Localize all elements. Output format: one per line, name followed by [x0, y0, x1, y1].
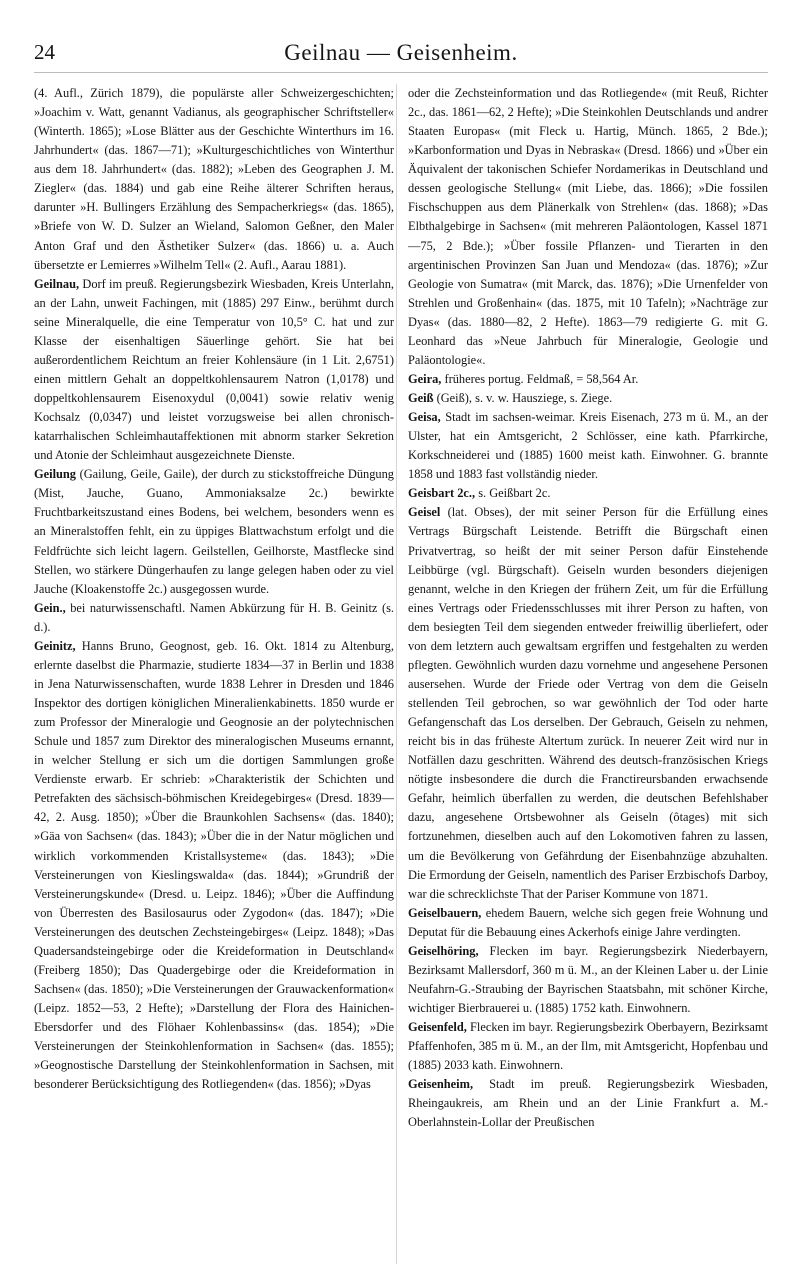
entry-headword: Geisenfeld,: [408, 1020, 467, 1035]
entry-headword: Geisbart 2c.,: [408, 486, 476, 501]
entry-text: Stadt im sachsen-weimar. Kreis Eisenach, 273 m ü. M., an der Ulster, hat ein Amtsgericht, 2 Schlösser, eine kath. Pfarrkirche, Korkschneiderei und (1885) 1600 meist kath. Einwohner. G. brannte 1858 und 1883 fast vollständig nieder.: [408, 410, 768, 482]
entry-headword: Geilnau,: [34, 276, 80, 291]
page-header: [34, 40, 768, 70]
entry-headword: Geinitz,: [34, 638, 76, 653]
entry-headword: Geilung: [34, 467, 76, 482]
entry-geisel: [408, 503, 768, 903]
entry-geisbart: [408, 484, 768, 503]
entry-headword: Gein.,: [34, 600, 66, 615]
entry-headword: Geisel: [408, 505, 441, 520]
entry-text: (Geiß), s. v. w. Hausziege, s. Ziege.: [436, 391, 613, 405]
entry-text: (lat. Obses), der mit seiner Person für die Erfüllung eines Vertrags Bürgschaft Leistende. Betrifft die Bürgschaft einen Privatvertrag, so heißt der mit seiner Person dafür Einstehende Leibbürge (vgl. Bürgschaft). Geiseln wurden besonders diejenigen genannt, welche in den Kriegen der frühern Zeit, um für die Erfüllung eines Vertrags oder Friedensschlusses mit ihrer Person zu haften, von dem besiegten Teil dem siegenden entweder freiwillig überliefert, oder von dem letztern auch gewaltsam ergriffen und festgehalten zu werden pflegten. Gewöhnlich wurden dazu vornehme und angesehene Personen ausersehen. Wurde der Friede oder Vertrag von dem die Geiseln stellenden Teil gebrochen, so war gewöhnlich der Tod oder harte Gefangenschaft das Los derselben. Der Gebrauch, Geiseln zu nehmen, reicht bis in das früheste Altertum zurück. In neuerer Zeit wird nur in Notfällen dazu geschritten. Während des deutsch-französischen Kriegs nötigte insbesondere die durch die Franctireursbanden erwachsende Gefahr, heimlich überfallen zu werden, die deutschen Befehlshaber dazu, angesehene Ortsbewohner als Geiseln (ôtages) mit sich fortzunehmen, dieselben auch auf den Lokomotiven fahren zu lassen, um die Bevölkerung von Gefährdung der Eisenbahnzüge abzuhalten. Die Ermordung der Geiseln, namentlich des Pariser Erzbischofs Darboy, war die schrecklichste That der Pariser Kommune von 1871.: [408, 505, 768, 901]
entry-geiselbauern: [408, 904, 768, 942]
entry-text: Flecken im bayr. Regierungsbezirk Niederbayern, Bezirksamt Mallersdorf, 360 m ü. M., an der Kleinen Laber u. der Linie Neufahrn-G.-Straubing der Bayrischen Staatsbahn, mit schöner Kirche, wichtiger Bierbrauerei u. (1885) 1752 kath. Einwohnern.: [408, 943, 768, 1015]
entry-geinitz: [34, 637, 394, 1095]
entry-text: (4. Aufl., Zürich 1879), die populärste aller Schweizergeschichten; »Joachim v. Watt, genannt Vadianus, als geographischer Schriftsteller« (Winterth. 1865); »Lose Blätter aus der Geschichte Winterthurs im 16. Jahrhundert« (das. 1867—71); »Kulturgeschichtliches von Winterthur aus dem 18. Jahrhundert« (das. 1882); »Leben des Geographen J. M. Ziegler« (das. 1884) und gab eine Reihe älterer Schriften heraus, darunter »H. Bullingers Erzählung des Sempacherkriegs« (das. 1865), »Briefe von W. D. Sulzer an Wieland, Salomon Geßner, den Maler Anton Graf und den Ästhetiker Sulzer« (das. 1866) u. a. Auch übersetzte er Lemierres »Wilhelm Tell« (2. Aufl., Aarau 1881).: [34, 86, 394, 272]
entry-continuation: [34, 84, 394, 275]
header-rule: [34, 72, 768, 73]
entry-geiss: [408, 389, 768, 408]
entry-text: ehedem Bauern, welche sich gegen freie Wohnung und Deputat für die Bebauung eines Ackerhofs einige Jahre verdingten.: [408, 905, 768, 939]
entry-text: Flecken im bayr. Regierungsbezirk Oberbayern, Bezirksamt Pfaffenhofen, 385 m ü. M., an der Ilm, mit Amtsgericht, Hopfenbau und (1885) 2033 kath. Einwohnern.: [408, 1020, 768, 1073]
entry-text: (Gailung, Geile, Gaile), der durch zu stickstoffreiche Düngung (Mist, Jauche, Guano, Ammoniaksalze 2c.) bewirkte Fruchtbarkeitszustand eines Bodens, bei welchem, besonders wenn es an Mineralstoffen fehlt, ein zu üppiges Blattwachstum erfolgt und die Feldfrüchte sich leicht lagern. Geilstellen, Geilhorste, Mastflecke sind Stellen, wo stärkere Düngerhaufen zu lange gelegen haben oder zu viel Jauche (Kloakenstoffe 2c.) ausgegossen wurde.: [34, 467, 394, 596]
entry-geisa: [408, 408, 768, 484]
entry-headword: Geiß: [408, 391, 434, 405]
entry-text: s. Geißbart 2c.: [478, 486, 551, 501]
entry-gein: [34, 599, 394, 637]
entry-continuation: [408, 84, 768, 370]
entry-headword: Geisenheim,: [408, 1077, 474, 1092]
entry-text: Stadt im preuß. Regierungsbezirk Wiesbaden, Rheingaukreis, am Rhein und an der Linie Frankfurt a. M.-Oberlahnstein-Lollar der Preußischen: [408, 1077, 768, 1130]
entry-headword: Geira,: [408, 371, 442, 386]
entry-text: Hanns Bruno, Geognost, geb. 16. Okt. 1814 zu Altenburg, erlernte daselbst die Pharmazie, studierte 1834—37 in Berlin und 1838 in Jena Naturwissenschaften, wurde 1838 Lehrer in Dresden und 1846 Inspektor des dortigen königlichen Mineralienkabinetts. 1850 wurde er zum Professor der Mineralogie und Geognosie an der polytechnischen Schule und 1857 zum Direktor des mineralogischen Museums ernannt, in welcher Stellung er sich um die dortigen Sammlungen große Verdienste erwarb. Er schrieb: »Charakteristik der Schichten und Petrefakten des sächsisch-böhmischen Kreidegebirges« (Dresd. 1839—42, 2. Ausg. 1850); »Über die Braunkohlen Sachsens« (das. 1840); »Gäa von Sachsen« (das. 1843); »Über die in der Natur möglichen und wirklich vorkommenden Kristallsysteme« (das. 1843); »Die Versteinerungen von Kieslingswalda« (das. 1844); »Grundriß der Versteinerungskunde« (Dresd. u. Leipz. 1846); »Über die Auffindung von Überresten des Basilosaurus oder Zygodon« (das. 1847); »Die Versteinerungen des deutschen Zechsteingebirges« (Leipz. 1848); »Das Quadersandsteingebirge oder die Kreideformation in Deutschland« (Freiberg 1850); Das Quadergebirge oder die Kreideformation in Sachsen« (das. 1850); »Die Versteinerungen der Grauwackenformation« (Leipz. 1852—53, 2 Hefte); »Darstellung der Flora des Hainichen-Ebersdorfer und des Flöhaer Kohlenbassins« (das. 1854); »Die Versteinerungen der Steinkohlenformation in Sachsen« (das. 1855); »Geognostische Darstellung der Steinkohlenformation in Sachsen, mit besonderer Berücksichtigung des Rotliegenden« (das. 1856); »Dyas: [34, 638, 394, 1092]
entry-geiselhoering: [408, 942, 768, 1018]
running-head: Geilnau — Geisenheim.: [284, 40, 518, 65]
entry-text: oder die Zechsteinformation und das Rotliegende« (mit Reuß, Richter 2c., das. 1861—62, 2 Hefte); »Die Steinkohlen Deutschlands und andrer Staaten Europas« (mit Fleck u. Hartig, Münch. 1865, 2 Bde.); »Karbonformation und Dyas in Nebraska« (Dresd. 1866) und »Über ein Äquivalent der takonischen Schiefer Nordamerikas in Deutschland und dessen geologische Stellung« (mit Liebe, das. 1866); »Die fossilen Fischschuppen aus dem Plänerkalk von Strehlen« (das. 1868); »Das Elbthalgebirge in Sachsen« (mit mehreren Paläontologen, Kassel 1871—75, 2 Bde.); »Über fossile Pflanzen- und Tierarten in den argentinischen Provinzen San Juan und Mendoza« (das. 1876); »Zur Geologie von Sumatra« (mit Marck, das. 1876); »Die Urnenfelder von Strehlen und Großenhain« (das. 1875, mit 10 Tafeln); »Nachträge zur Dyas« (das. 1880—82, 2 Hefte). 1863—79 redigierte G. mit G. Leonhard das »Neue Jahrbuch für Mineralogie, Geologie und Paläontologie«.: [408, 86, 768, 367]
entry-headword: Geisa,: [408, 410, 441, 425]
right-column: [408, 84, 768, 1264]
entry-text: früheres portug. Feldmaß, = 58,564 Ar.: [444, 371, 639, 386]
entry-text: Dorf im preuß. Regierungsbezirk Wiesbaden, Kreis Unterlahn, an der Lahn, unweit Fachingen, mit (1885) 297 Einw., berühmt durch seine Mineralquelle, die eine Temperatur von 10,5° C. hat und zur Klasse der eisenhaltigen Säuerlinge gehört. Sie hat bei außerordentlichem Reichtum an freier Kohlensäure (in 1 Lit. 2,6751) einen mittlern Gehalt an doppeltkohlensaurem Natron (1,0178) und doppeltkohlensaurem Eisenoxydul (0,0041) sowie relativ wenig Kochsalz (0,0347) und leistet vorzugsweise bei allen chronisch-katarrhalischen Schleimhautaffektionen mit abnorm starker Sekretion und Atonie der Schleimhaut ausgezeichnete Dienste.: [34, 276, 394, 463]
entry-text: bei naturwissenschaftl. Namen Abkürzung für H. B. Geinitz (s. d.).: [34, 600, 394, 634]
column-divider: [396, 84, 397, 1264]
entry-geilung: [34, 465, 394, 598]
entry-geisenfeld: [408, 1018, 768, 1075]
entry-headword: Geiselbauern,: [408, 905, 482, 920]
entry-geilnau: [34, 275, 394, 466]
entry-headword: Geiselhöring,: [408, 943, 479, 958]
left-column: [34, 84, 394, 1264]
entry-geisenheim: [408, 1075, 768, 1132]
entry-geira: [408, 370, 768, 389]
page-number: 24: [34, 40, 55, 64]
